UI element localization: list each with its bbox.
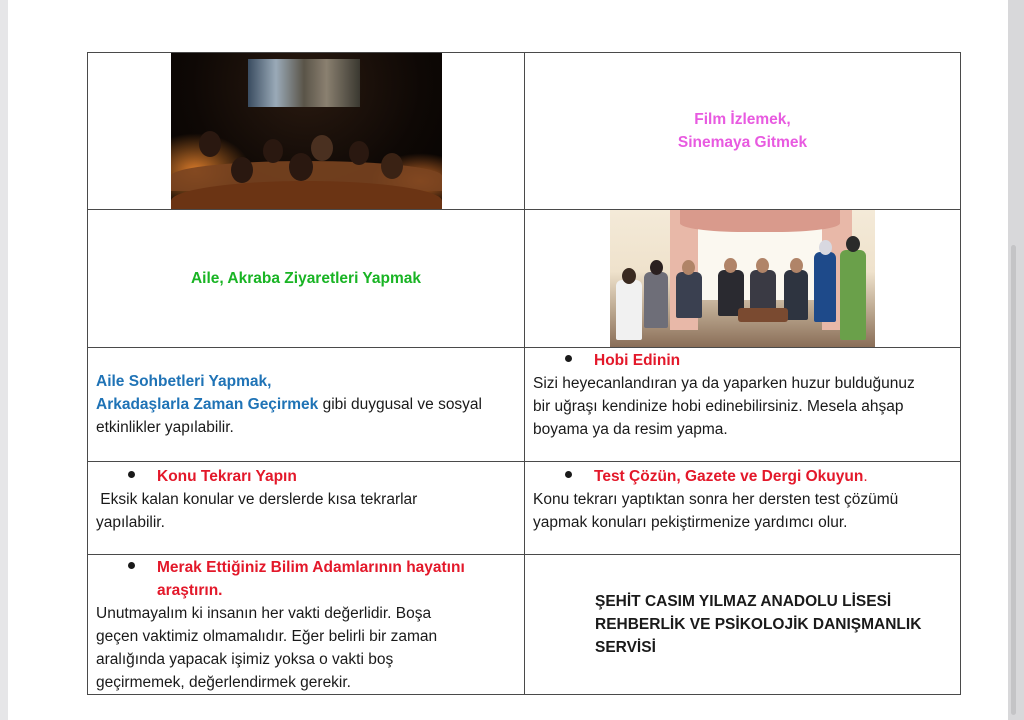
hobby-line3: boyama ya da resim yapma.: [533, 421, 728, 438]
activity-table: [87, 52, 961, 695]
cell-family-image: [525, 210, 961, 348]
table-row: [88, 555, 961, 695]
bullet-icon: [565, 355, 572, 362]
cell-visit-title: [88, 210, 525, 348]
friends-text-b: etkinlikler yapılabilir.: [96, 419, 234, 436]
hobby-heading: Hobi Edinin: [594, 352, 681, 369]
review-line2: yapılabilir.: [96, 514, 165, 531]
hobby-bullet: [533, 349, 952, 372]
cinema-screen: [248, 59, 360, 107]
film-title-line2: Sinemaya Gitmek: [677, 134, 808, 151]
bullet-icon: [128, 562, 135, 569]
cell-school-name: [525, 555, 961, 695]
table-row: [88, 210, 961, 348]
school-line2: REHBERLİK VE PSİKOLOJİK DANIŞMANLIK: [595, 616, 922, 633]
cell-film-title: [525, 53, 961, 210]
bullet-icon: [128, 471, 135, 478]
cell-tests: [525, 462, 961, 555]
visit-title: Aile, Akraba Ziyaretleri Yapmak: [190, 270, 422, 287]
hobby-line1: Sizi heyecanlandıran ya da yaparken huzur bulduğunuz: [533, 375, 915, 392]
scientists-line2: geçen vaktimiz olmamalıdır. Eğer belirli bir zaman: [96, 628, 438, 645]
family-visit-photo: [610, 210, 875, 347]
school-line1: ŞEHİT CASIM YILMAZ ANADOLU LİSESİ: [595, 593, 892, 610]
table-row: [88, 462, 961, 555]
cell-scientists: [88, 555, 525, 695]
cell-review: [88, 462, 525, 555]
tests-heading-period: .: [863, 468, 868, 485]
scrollbar[interactable]: [1011, 245, 1016, 715]
scientists-line1: Unutmayalım ki insanın her vakti değerlidir. Boşa: [96, 605, 432, 622]
scientists-heading-1: Merak Ettiğiniz Bilim Adamlarının hayatını: [157, 559, 465, 576]
friends-line: [96, 393, 516, 416]
tests-line1: Konu tekrarı yaptıktan sonra her dersten test çözümü: [533, 491, 899, 508]
review-bullet: [96, 465, 516, 488]
film-title-line1: Film İzlemek,: [694, 111, 791, 128]
review-line1: Eksik kalan konular ve derslerde kısa tekrarlar: [96, 491, 418, 508]
friends-heading: Arkadaşlarla Zaman Geçirmek: [96, 396, 319, 413]
scientists-line3: aralığında yapacak işimiz yoksa o vakti boş: [96, 651, 394, 668]
scientists-heading-2: araştırın.: [157, 582, 223, 599]
hobby-line2: bir uğraşı kendinize hobi edinebilirsiniz. Mesela ahşap: [533, 398, 904, 415]
tests-bullet: [533, 465, 952, 488]
bullet-icon: [565, 471, 572, 478]
table-row: [88, 348, 961, 462]
document-page: [8, 0, 1008, 720]
tests-heading: Test Çözün, Gazete ve Dergi Okuyun: [594, 468, 864, 485]
scientists-line4: geçirmemek, değerlendirmek gerekir.: [96, 674, 351, 691]
school-line3: SERVİSİ: [595, 639, 656, 656]
table-row: [88, 53, 961, 210]
cinema-audience-photo: [171, 53, 442, 209]
family-chats-heading: Aile Sohbetleri Yapmak,: [96, 373, 272, 390]
cell-family-chats: [88, 348, 525, 462]
cell-hobby: [525, 348, 961, 462]
friends-text-a: gibi duygusal ve sosyal: [318, 396, 483, 413]
scientists-bullet: [96, 556, 516, 579]
cell-cinema-image: [88, 53, 525, 210]
tests-line2: yapmak konuları pekiştirmenize yardımcı olur.: [533, 514, 848, 531]
review-heading: Konu Tekrarı Yapın: [157, 468, 297, 485]
